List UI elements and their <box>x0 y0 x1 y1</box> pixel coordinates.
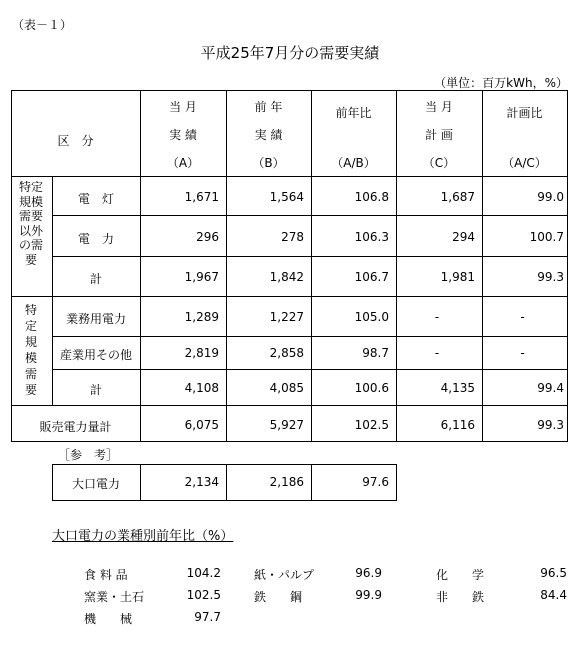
header-c-1: 当 月 <box>425 100 453 114</box>
header-ab-2: （A/B） <box>331 156 376 170</box>
cell-c: 1,687 <box>440 190 475 204</box>
header-c-3: （C） <box>422 156 456 170</box>
total-c: 6,116 <box>440 418 475 432</box>
cell-ac: 99.0 <box>537 190 564 204</box>
total-label: 販売電力量計 <box>39 420 112 434</box>
cell-a: 2,819 <box>184 346 219 360</box>
header-a-1: 当 月 <box>169 100 197 114</box>
header-ac-2: （A/C） <box>502 156 547 170</box>
cell-a: 1,671 <box>184 190 219 204</box>
cell-c: 4,135 <box>440 381 475 395</box>
row-label: 電 灯 <box>77 192 114 206</box>
industry-name: 窯業・土石 <box>84 590 145 604</box>
industry-value: 104.2 <box>186 566 221 580</box>
cell-ab: 106.8 <box>354 190 389 204</box>
page-title: 平成25年7月分の需要実績 <box>200 44 380 62</box>
header-b-3: （B） <box>252 156 285 170</box>
industry-value: 84.4 <box>540 588 567 602</box>
cell-b: 278 <box>281 230 304 244</box>
total-ac: 99.3 <box>537 418 564 432</box>
cell-a: 296 <box>196 230 219 244</box>
cell-b: 1,564 <box>269 190 304 204</box>
total-a: 6,075 <box>184 418 219 432</box>
cell-c: 1,981 <box>440 270 475 284</box>
cell-ac: 100.7 <box>529 230 564 244</box>
industry-name: 食 料 品 <box>84 568 128 582</box>
total-ab: 102.5 <box>354 418 389 432</box>
header-kubun: 区 分 <box>57 134 94 148</box>
industry-value: 97.7 <box>194 610 221 624</box>
industry-name: 機 械 <box>84 612 133 626</box>
industry-name: 紙・パルプ <box>254 568 315 582</box>
header-a-3: （A） <box>166 156 200 170</box>
cell-ac: - <box>520 346 525 360</box>
cell-b: 4,085 <box>269 381 304 395</box>
cell-ab: 105.0 <box>354 310 389 324</box>
reference-label: ［参 考］ <box>58 448 119 462</box>
industry-name: 鉄 鋼 <box>254 590 303 604</box>
group-outside-label: 特定規模需要以外の需要 <box>18 180 43 267</box>
header-b-2: 実 績 <box>254 128 283 142</box>
header-a-2: 実 績 <box>169 128 197 142</box>
row-label: 電 力 <box>77 232 114 246</box>
row-label: 計 <box>89 383 102 397</box>
industry-title: 大口電力の業種別前年比（%） <box>52 529 234 544</box>
cell-b: 1,227 <box>269 310 304 324</box>
industry-value: 96.9 <box>355 566 382 580</box>
cell-a: 1,967 <box>184 270 219 284</box>
reference-ab: 97.6 <box>362 475 389 489</box>
cell-b: 2,858 <box>269 346 304 360</box>
cell-ac: 99.3 <box>537 270 564 284</box>
cell-c: 294 <box>452 230 475 244</box>
industry-value: 102.5 <box>186 588 221 602</box>
row-label: 産業用その他 <box>59 348 132 362</box>
cell-ac: 99.4 <box>537 381 564 395</box>
header-c-2: 計 画 <box>425 128 453 142</box>
row-label: 業務用電力 <box>65 312 126 326</box>
cell-ab: 100.6 <box>354 381 389 395</box>
header-ac-1: 計画比 <box>506 106 543 120</box>
header-b-1: 前 年 <box>254 100 283 114</box>
cell-a: 1,289 <box>184 310 219 324</box>
industry-value: 99.9 <box>355 588 382 602</box>
group-specified-label: 特定規模需要 <box>24 303 37 397</box>
unit-label: （単位：百万kWh，%） <box>434 76 568 90</box>
cell-a: 4,108 <box>184 381 219 395</box>
reference-a: 2,134 <box>184 475 219 489</box>
cell-ab: 106.7 <box>354 270 389 284</box>
header-ab-1: 前年比 <box>335 106 372 120</box>
cell-ab: 106.3 <box>354 230 389 244</box>
cell-b: 1,842 <box>269 270 304 284</box>
cell-c: - <box>434 310 440 324</box>
table-label: （表－１） <box>12 18 73 32</box>
industry-name: 化 学 <box>436 568 485 582</box>
reference-row-label: 大口電力 <box>71 477 120 491</box>
cell-c: - <box>434 346 440 360</box>
industry-value: 96.5 <box>540 566 567 580</box>
reference-b: 2,186 <box>269 475 304 489</box>
cell-ab: 98.7 <box>362 346 389 360</box>
row-label: 計 <box>89 272 102 286</box>
total-b: 5,927 <box>269 418 304 432</box>
cell-ac: - <box>520 310 525 324</box>
industry-name: 非 鉄 <box>436 590 485 604</box>
